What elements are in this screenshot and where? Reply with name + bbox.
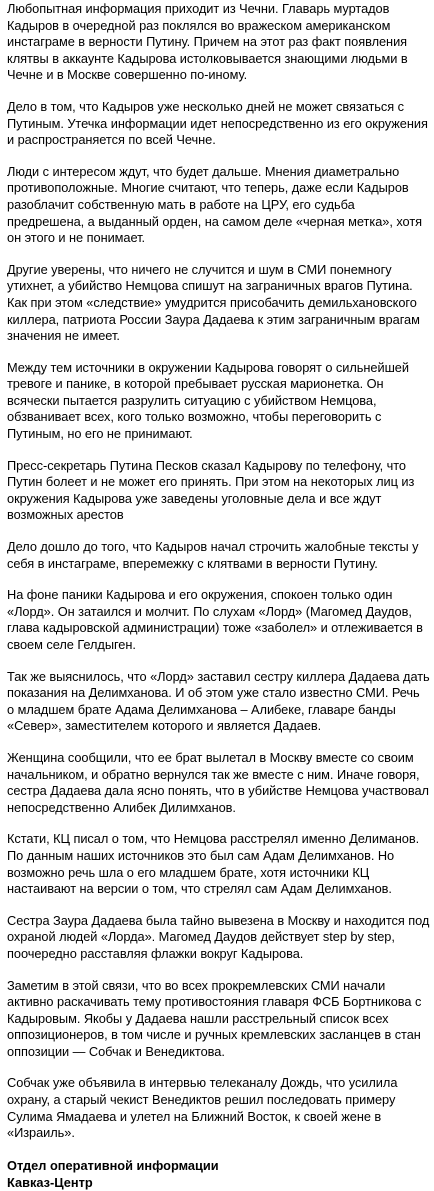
article-paragraph-11: Кстати, КЦ писал о том, что Немцова расстрелял именно Делиманов. По данным наших источников это был сам Адам Делимханов. Но возможно речь шла о его младшем брате, хотя источники КЦ настаивают на версии о том, что стрелял сам Адам Делимханов. — [7, 831, 420, 897]
article-paragraph-2: Дело в том, что Кадыров уже несколько дней не может связаться с Путиным. Утечка информации идет непосредственно из его окружения и распространяется по всей Чечне. — [7, 98, 428, 148]
article-paragraph-3: Люди с интересом ждут, что будет дальше. Мнения диаметрально противоположные. Многие считают, что теперь, даже если Кадыров разоблачит собственную мать в работе на ЦРУ, его судьба предрешена, а выданный орден, на самом деле «черная метка», хотя он этого и не понимает. — [7, 163, 423, 246]
article-paragraph-6: Пресс-секретарь Путина Песков сказал Кадырову по телефону, что Путин болеет и не может его принять. При этом на некоторых лиц из окружения Кадырова уже заведены уголовные дела и все ждут возможных арестов — [7, 457, 415, 523]
article-paragraph-13: Заметим в этой связи, что во всех прокремлевских СМИ начали активно раскачивать тему противостояния главаря ФСБ Бортникова с Кадыровым. Якобы у Дадаева нашли расстрельный список всех оппозиционеров, в том числе и ручных кремлевских засланцев в стан оппозиции — Собчак и Венедиктова. — [7, 977, 422, 1059]
article-paragraph-9: Так же выяснилось, что «Лорд» заставил сестру киллера Дадаева дать показания на Делимханова. И об этом уже стало известно СМИ. Речь о младшем брате Адама Делимханова – Алибеке, главаре банды «Север», заместителем которого и является Дадаев. — [7, 668, 430, 734]
article-paragraph-10: Женщина сообщили, что ее брат вылетал в Москву вместе со своим начальником, и обратно вернулся так же вместе с ним. Иначе говоря, сестра Дадаева дала ясно понять, что в убийстве Немцова участвовал непосредственно Алибек Дилимханов. — [7, 749, 429, 815]
article-paragraph-5: Между тем источники в окружении Кадырова говорят о сильнейшей тревоге и панике, в которой пребывает русская марионетка. Он всячески пытается разрулить ситуацию с убийством Немцова, обзванивает всех, кого только возможно, чтобы переговорить с Путиным, но его не принимают. — [7, 359, 409, 442]
article-paragraph-1: Любопытная информация приходит из Чечни. Главарь муртадов Кадыров в очередной раз поклялся во вражеском американском инстаграме в верности Путину. Причем на этот раз факт появления клятвы в аккаунте Кадырова истолковывается знающими людьми в Чечне и в Москве совершенно по-иному. — [7, 1, 408, 83]
article-paragraph-7: Дело дошло до того, что Кадыров начал строчить жалобные тексты у себя в инстаграме, вперемежку с клятвами в верности Путину. — [7, 539, 419, 571]
article-signature — [7, 1157, 430, 1191]
article-paragraph-4: Другие уверены, что ничего не случится и шум в СМИ понемногу утихнет, а убийство Немцова спишут на заграничных врагов Путина. Как при этом «следствие» умудрится присобачить демильхановского киллера, патриота России Заура Дадаева к этим заграничным врагам значения не имеет. — [7, 261, 420, 344]
article-paragraph-8: На фоне паники Кадырова и его окружения, спокоен только один «Лорд». Он затаился и молчит. По слухам «Лорд» (Магомед Даудов, глава кадыровской администрации) тоже «заболел» и отлеживается в своем селе Гелдыген. — [7, 587, 423, 652]
article-paragraph-12: Сестра Заура Дадаева была тайно вывезена в Москву и находится под охраной людей «Лорда». Магомед Даудов действует step by step, поочередно расставляя флажки вокруг Кадырова. — [7, 912, 430, 961]
signature-department: Отдел оперативной информации — [7, 1157, 219, 1173]
signature-source: Кавказ-Центр — [7, 1174, 93, 1190]
article-paragraph-14: Собчак уже объявила в интервью телеканалу Дождь, что усилила охрану, а старый чекист Венедиктов решил последовать примеру Сулима Ямадаева и улетел на Ближний Восток, к своей жене в «Израиль». — [7, 1075, 398, 1141]
